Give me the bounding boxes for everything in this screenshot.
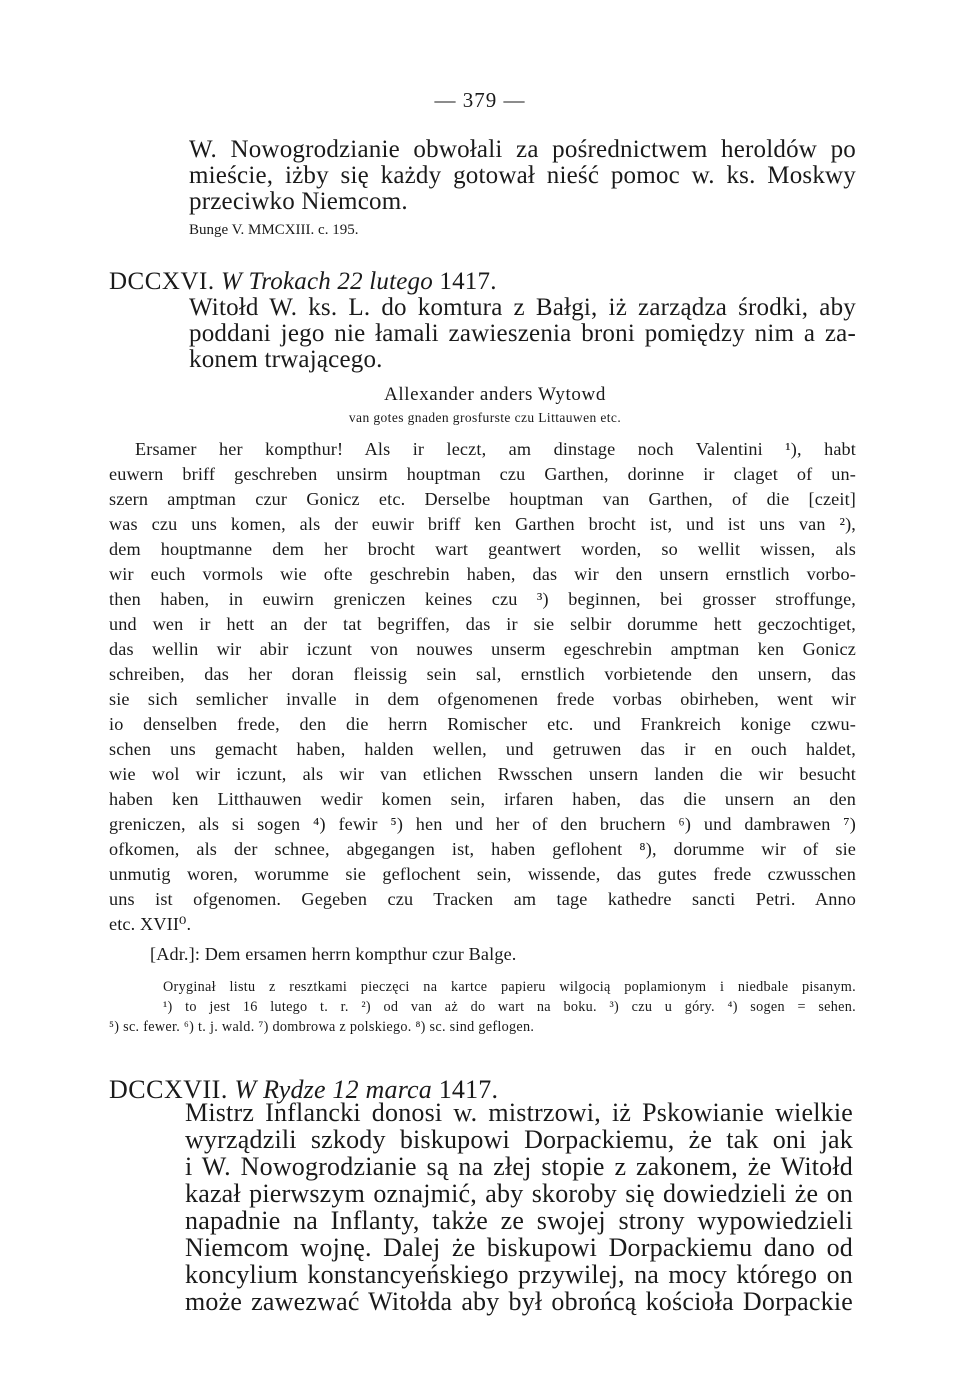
- letter-line: wie wol wir iczunt, als wir van etlichen Rwsschen unsern landen die wir besucht: [109, 764, 856, 784]
- prev-entry-line: przeciwko Niemcom.: [189, 188, 408, 215]
- letter-line: greniczen, als si sogen ⁴) fewir ⁵) hen und her of den bruchern ⁶) und dambrawen ⁷): [109, 814, 856, 834]
- footnote-line: Oryginał listu z resztkami pieczęci na kartce papieru wilgocią poplamionym i niedbale pisanym.: [163, 979, 856, 995]
- prev-entry-line: W. Nowogrodzianie obwołali za pośrednictwem heroldów po: [189, 136, 856, 163]
- letter-line: ofkomen, als der schnee, abgegangen ist, haben geflohent ⁸), dorumme wir of sie: [109, 839, 856, 859]
- footnote-line: ⁵) sc. fewer. ⁶) t. j. wald. ⁷) dombrowa z polskiego. ⁸) sc. sind geflogen.: [109, 1019, 535, 1035]
- entry-summary-line: Mistrz Inflancki donosi w. mistrzowi, iż Pskowianie wielkie: [185, 1098, 853, 1127]
- entry-summary-line: Niemcom wojnę. Dalej że biskupowi Dorpackiemu dano od: [185, 1233, 853, 1262]
- letter-line: was czu uns komen, als der euwir briff ken Garthen brocht ist, und ist uns van ²),: [109, 514, 856, 534]
- entry-place-date: W Trokach 22 lutego: [221, 268, 433, 295]
- entry-summary-line: wyrządzili szkody biskupowi Dorpackiemu, że tak oni jak: [185, 1125, 853, 1154]
- page-number: — 379 —: [434, 88, 526, 112]
- entry-summary-line: poddani jego nie łamali zawieszenia broni pomiędzy nim a za-: [189, 320, 856, 347]
- entry-number: DCCXVI.: [109, 268, 215, 295]
- footnote-line: ¹) to jest 16 lutego t. r. ²) od van aż do wart na boku. ³) czu u góry. ⁴) sogen = sehen.: [163, 999, 856, 1015]
- entry-year: 1417.: [439, 268, 497, 295]
- letter-line: schen uns gemacht haben, halden wellen, und getruwen das ir en ouch haldet,: [109, 739, 856, 759]
- entry-summary-line: napadnie na Inflanty, także ze swojej strony wypowiedzieli: [185, 1206, 853, 1235]
- entry-summary-line: może zawezwać Witołda aby był obrońcą kościoła Dorpackie: [185, 1287, 853, 1316]
- entry-summary-line: Witołd W. ks. L. do komtura z Bałgi, iż zarządza środki, aby: [189, 294, 856, 321]
- entry-summary-line: kazał pierwszym oznajmić, aby skoroby się dowiedzieli że on: [185, 1179, 853, 1208]
- letter-line: sie sich semlicher invalle in dem ofgenomenen frede vorbas obirheben, went wir: [109, 689, 856, 709]
- letter-line: then haben, in euwirn greniczen keines czu ³) beginnen, bei grosser stroffunge,: [109, 589, 856, 609]
- entry-summary-line: konem trwającego.: [189, 346, 383, 373]
- entry-place-date: W Rydze 12 marca: [234, 1075, 432, 1104]
- prev-entry-line: mieście, iżby się każdy gotował nieść pomoc w. ks. Moskwy: [189, 162, 856, 189]
- letter-line: das wellin wir abir iczunt von nouwes unserm egeschrebin amptman ken Gonicz: [109, 639, 856, 659]
- entry-summary-line: i W. Nowogrodzianie są na złej stopie z zakonem, że Witołd: [185, 1152, 853, 1181]
- letter-line: szern amptman czur Gonicz etc. Derselbe houptman van Garthen, of die [czeit]: [109, 489, 856, 509]
- entry-summary-line: koncylium konstancyeńskiego przywilej, na mocy którego on: [185, 1260, 853, 1289]
- letter-address: [Adr.]: Dem ersamen herrn kompthur czur Balge.: [150, 944, 517, 964]
- letter-line: euwern briff geschreben unsirm houptman czu Garthen, dorinne ir claget of un-: [109, 464, 856, 484]
- letter-line: und wen ir hett an der tat begriffen, das ir sie selbir dorumme hett geczochtiget,: [109, 614, 856, 634]
- prev-entry-reference: Bunge V. MMCXIII. c. 195.: [189, 222, 359, 238]
- letter-line: dem houptmanne dem her brocht wart geantwert worden, so wellit wissen, als: [109, 539, 856, 559]
- letter-salutation: Allexander anders Wytowd: [384, 384, 606, 405]
- letter-line: haben ken Litthauwen wedir komen sein, irfaren haben, das die unsern an den: [109, 789, 856, 809]
- letter-line: wir euch vormols wie ofte geschrebin haben, das wir den unsern ernstlich vorbo-: [109, 564, 856, 584]
- letter-subsalutation: van gotes gnaden grosfurste czu Littauwen etc.: [348, 410, 622, 425]
- letter-line: io denselben frede, den die herrn Romischer etc. und Frankreich konige czwu-: [109, 714, 856, 734]
- letter-line: etc. XVII⁰.: [109, 914, 192, 934]
- letter-line: schreiben, das her doran fleissig sein sal, ernstlich vorbietende den unsern, das: [109, 664, 856, 684]
- letter-line: uns ist ofgenomen. Gegeben czu Tracken am tage kathedre sancti Petri. Anno: [109, 889, 856, 909]
- entry-year: 1417.: [438, 1075, 499, 1104]
- entry-number: DCCXVII.: [109, 1075, 228, 1104]
- letter-line: Ersamer her kompthur! Als ir leczt, am dinstage noch Valentini ¹), habt: [135, 439, 856, 459]
- letter-line: unmutig woren, worumme sie geflochent sein, wissende, das gutes frede czwusschen: [109, 864, 856, 884]
